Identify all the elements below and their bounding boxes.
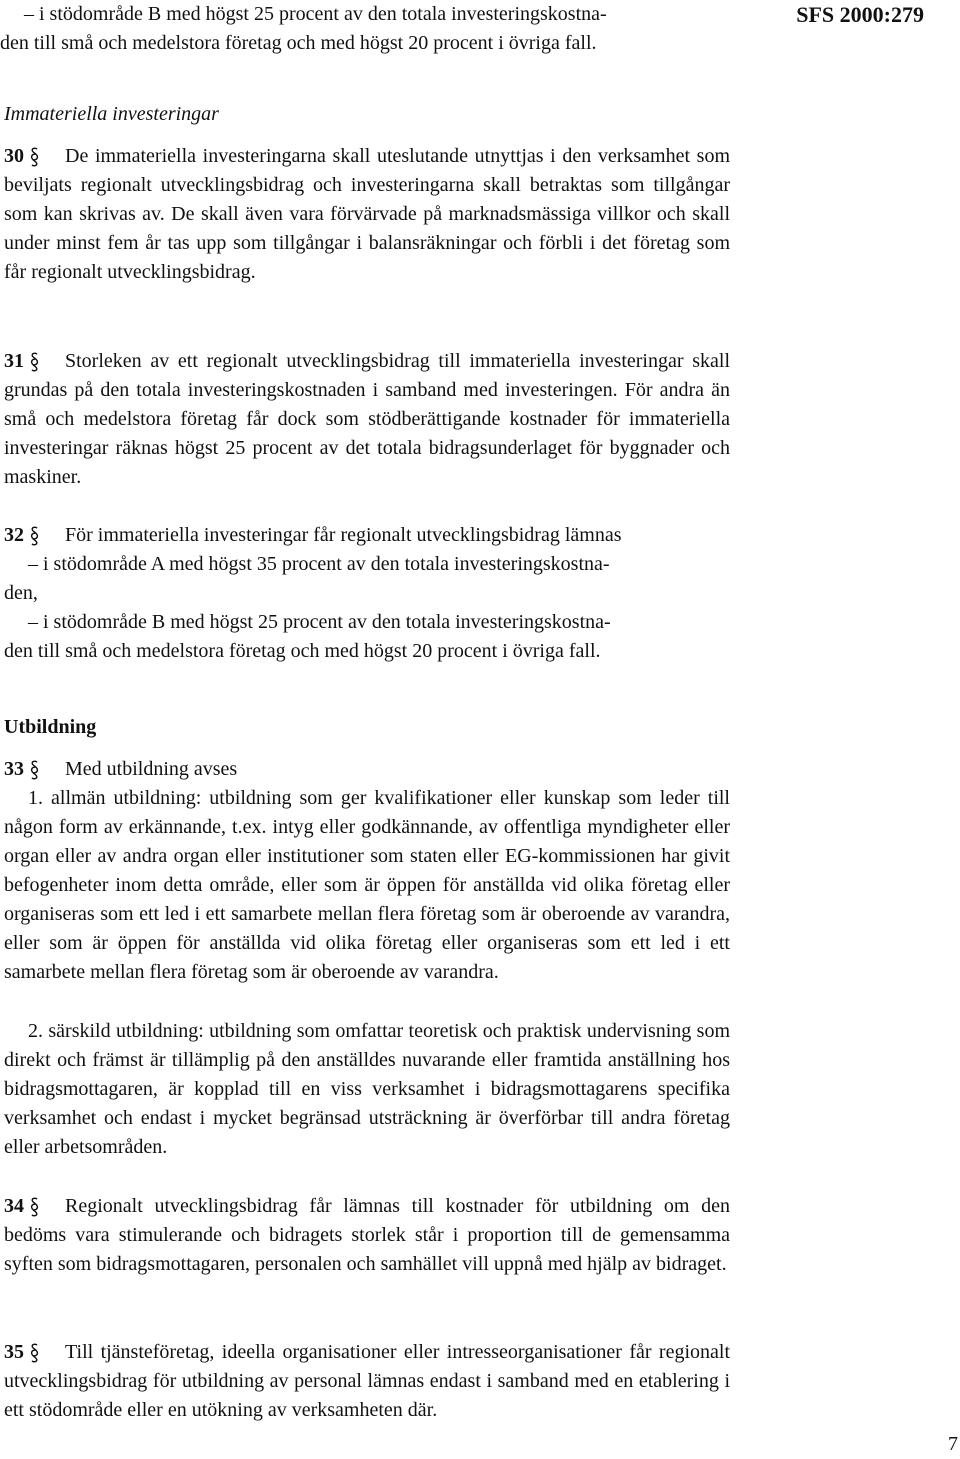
continued-line-2: den till små och medelstora företag och med högst 20 procent i övriga fall. <box>0 32 597 54</box>
section-sign-icon <box>30 147 39 167</box>
section-number: 35 <box>4 1341 24 1363</box>
section-33-item-1: 1. allmän utbildning: utbildning som ger kvalifikationer eller kunskap som leder till någon form av erkännande, t.ex. intyg eller godkännande, av offentliga myndigheter eller organ eller av andra organ eller institutioner som staten eller EG-kommissionen har givit befogenheter inom detta område, eller som är öppen för anställda vid olika företag eller organiseras som ett led i ett samarbete mellan flera företag som är oberoende av varandra, eller som är öppen för anställda vid olika företag eller organiseras som ett led i ett samarbete mellan flera företag som är oberoende av varandra. <box>4 787 730 983</box>
section-30 <box>4 142 730 287</box>
heading-immateriella: Immateriella investeringar <box>4 103 219 125</box>
section-32-intro-text: För immateriella investeringar får regionalt utvecklingsbidrag lämnas <box>65 524 622 546</box>
section-sign-icon <box>30 526 39 546</box>
section-31-text: Storleken av ett regionalt utvecklingsbidrag till immateriella investeringar skall grundas på den totala investeringskostnaden i samband med investeringen. För andra än små och medelstora företag får dock som stödberättigande kostnader för immateriella investeringar räknas högst 25 procent av det totala bidragsunderlaget för byggnader och maskiner. <box>4 350 730 488</box>
section-number: 32 <box>4 524 24 546</box>
section-sign-icon <box>30 352 39 372</box>
section-30-text: De immateriella investeringarna skall uteslutande utnyttjas i den verksamhet som beviljats regionalt utvecklingsbidrag och investeringarna skall betraktas som tillgångar som kan skrivas av. De skall även vara förvärvade på marknadsmässiga villkor och skall under minst fem år tas upp som tillgångar i balansräkningar och förbli i det företag som får regionalt utvecklingsbidrag. <box>4 145 730 283</box>
section-33-intro-text: Med utbildning avses <box>65 758 238 780</box>
section-32-item-b-line1: – i stödområde B med högst 25 procent av den totala investeringskostna- <box>28 611 611 633</box>
section-32-item-a-line2: den, <box>4 582 38 604</box>
page-number: 7 <box>948 1433 958 1455</box>
section-33-item-2: 2. särskild utbildning: utbildning som omfattar teoretisk och praktisk undervisning som direkt och främst är tillämplig på den anställdes nuvarande eller framtida anställning hos bidragsmottagaren, är kopplad till en viss verksamhet i bidragsmottagarens specifika verksamhet och endast i mycket begränsad utsträckning är överförbar till andra företag eller arbetsområden. <box>4 1020 730 1158</box>
section-33-intro <box>4 755 730 784</box>
section-32-item-a-line1: – i stödområde A med högst 35 procent av den totala investeringskostna- <box>28 553 610 575</box>
section-35-text: Till tjänsteföretag, ideella organisationer eller intresseorganisationer får regionalt utvecklingsbidrag för utbildning av personal lämnas endast i samband med en etablering i ett stödområde eller en utökning av verksamheten där. <box>4 1341 730 1421</box>
section-sign-icon <box>30 760 39 780</box>
section-sign-icon <box>30 1197 39 1217</box>
sfs-number: SFS 2000:279 <box>796 2 924 27</box>
continued-line-1: – i stödområde B med högst 25 procent av den totala investeringskostna- <box>24 3 607 25</box>
section-number: 30 <box>4 145 24 167</box>
section-35 <box>4 1338 730 1425</box>
section-32-intro <box>4 521 730 550</box>
section-number: 33 <box>4 758 24 780</box>
section-32-item-b-line2: den till små och medelstora företag och med högst 20 procent i övriga fall. <box>4 640 601 662</box>
section-31 <box>4 347 730 492</box>
section-34 <box>4 1192 730 1279</box>
section-number: 34 <box>4 1195 24 1217</box>
section-34-text: Regionalt utvecklingsbidrag får lämnas till kostnader för utbildning om den bedöms vara stimulerande och bidragets storlek står i proportion till de gemensamma syften som bidragsmottagaren, personalen och samhället vill uppnå med hjälp av bidraget. <box>4 1195 730 1275</box>
section-sign-icon <box>30 1343 39 1363</box>
section-number: 31 <box>4 350 24 372</box>
heading-utbildning: Utbildning <box>4 716 97 738</box>
